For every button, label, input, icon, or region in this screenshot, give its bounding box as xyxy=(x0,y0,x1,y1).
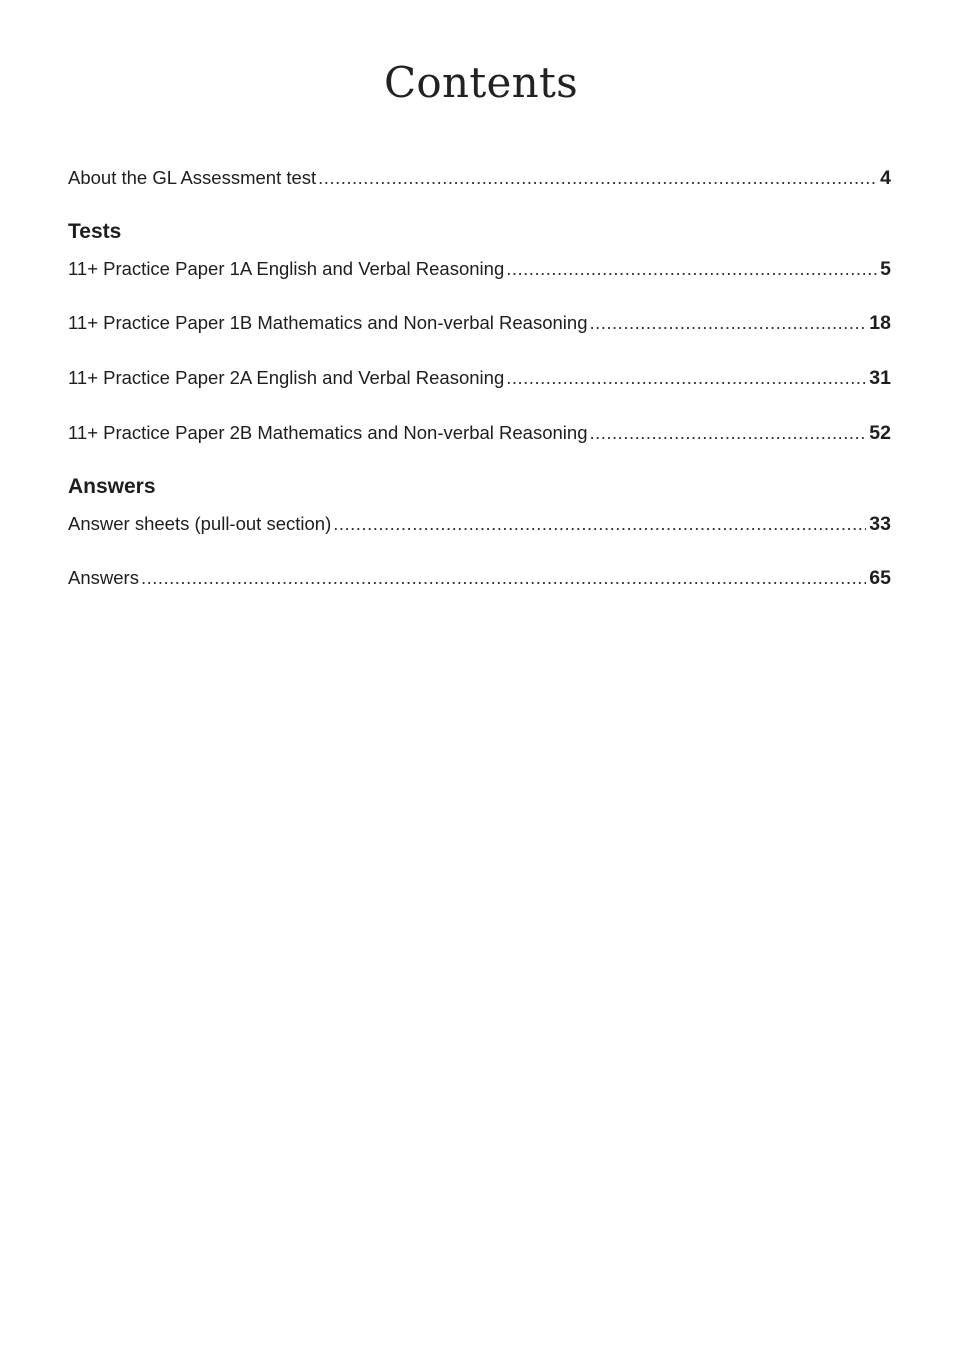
toc-entry-paper-1b[interactable] xyxy=(68,311,891,335)
dot-leader xyxy=(318,166,877,190)
toc-entry-paper-2b[interactable] xyxy=(68,421,891,445)
dot-leader xyxy=(141,566,866,590)
page-title: Contents xyxy=(383,58,579,107)
toc-entry-label: 11+ Practice Paper 2B Mathematics and Non-verbal Reasoning xyxy=(68,422,588,443)
toc-entry-label: Answer sheets (pull-out section) xyxy=(68,513,332,534)
dot-leader xyxy=(506,257,877,281)
toc-page-number: 33 xyxy=(869,513,891,535)
toc-entry-label: 11+ Practice Paper 2A English and Verbal Reasoning xyxy=(68,367,505,388)
toc-page-number: 4 xyxy=(880,167,891,189)
dot-leader xyxy=(333,512,866,536)
toc-page-number: 52 xyxy=(869,422,891,444)
toc-page-number: 31 xyxy=(869,367,891,389)
toc-page-number: 18 xyxy=(869,312,891,334)
toc-page-number: 65 xyxy=(869,567,891,589)
toc-entry-answer-sheets[interactable] xyxy=(68,512,891,536)
toc-page-number: 5 xyxy=(880,258,891,280)
section-heading-answers: Answers xyxy=(68,475,156,498)
toc-entry-paper-2a[interactable] xyxy=(68,366,891,390)
toc-entry-answers[interactable] xyxy=(68,566,891,590)
toc-entry-label: About the GL Assessment test xyxy=(68,167,317,188)
toc-entry-label: 11+ Practice Paper 1B Mathematics and Non-verbal Reasoning xyxy=(68,312,588,333)
toc-entry-label: Answers xyxy=(68,567,139,588)
toc-entry-paper-1a[interactable] xyxy=(68,257,891,281)
dot-leader xyxy=(589,311,866,335)
toc-entry-about[interactable] xyxy=(68,166,891,190)
dot-leader xyxy=(506,366,866,390)
dot-leader xyxy=(589,421,866,445)
toc-entry-label: 11+ Practice Paper 1A English and Verbal Reasoning xyxy=(68,258,505,279)
section-heading-tests: Tests xyxy=(68,220,122,243)
